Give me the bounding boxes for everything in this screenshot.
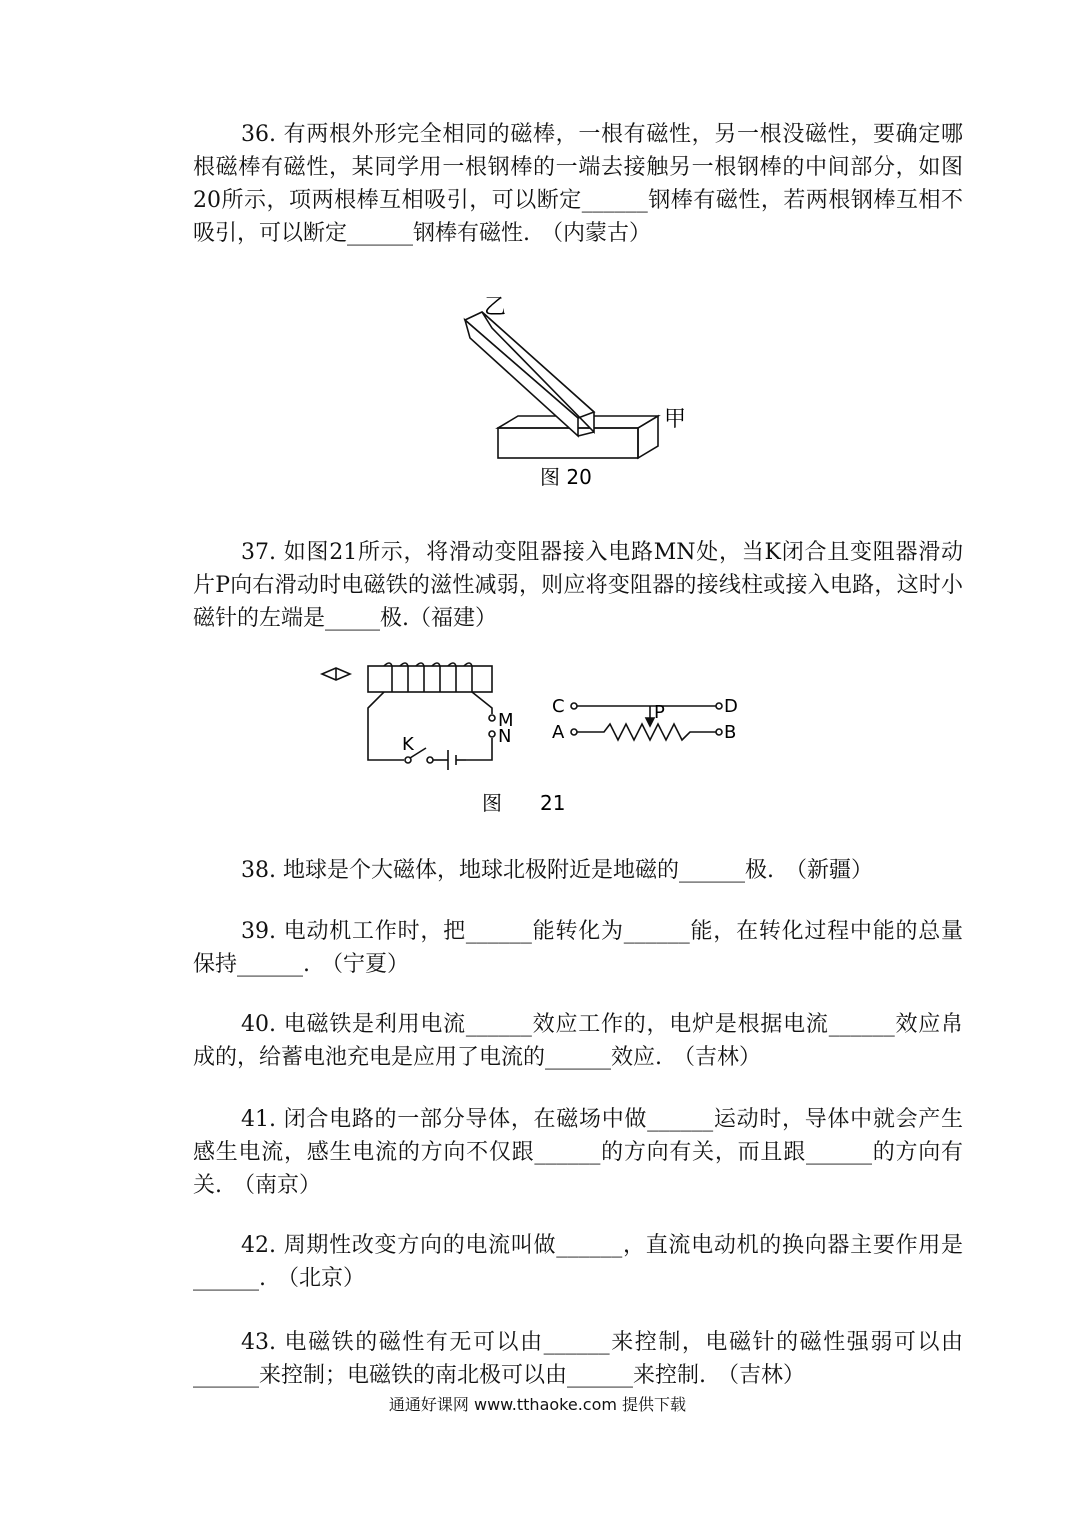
- question-36: [193, 118, 963, 250]
- label-a: A: [552, 722, 565, 743]
- label-c: C: [552, 696, 565, 717]
- label-m: M: [498, 710, 514, 731]
- slanted-bar: [465, 312, 594, 436]
- question-40-text: 40. 电磁铁是利用电流______效应工作的，电炉是根据电流______效应帛成的，给蓄电池充电是应用了电流的______效应. （吉林）: [193, 1012, 963, 1070]
- question-40: [193, 1008, 963, 1074]
- question-38-text: 38. 地球是个大磁体，地球北极附近是地磁的______极. （新疆）: [241, 858, 873, 883]
- question-42-text: 42. 周期性改变方向的电流叫做______，直流电动机的换向器主要作用是______. （北京）: [193, 1233, 963, 1291]
- question-37: [193, 536, 963, 635]
- figure-20: [460, 288, 700, 498]
- question-43: [193, 1326, 963, 1392]
- figure-20-caption: 图 20: [540, 465, 592, 489]
- label-n: N: [498, 726, 512, 747]
- question-41: [193, 1103, 963, 1202]
- figure-21-caption-num: 21: [540, 791, 566, 815]
- label-b: B: [724, 722, 737, 743]
- question-37-text: 37. 如图21所示，将滑动变阻器接入电路MN处，当K闭合且变阻器滑动片P向右滑动时电磁铁的滋性减弱，则应将变阻器的接线柱或接入电路，这时小磁针的左端是_____极.（福建）: [193, 540, 963, 631]
- figure-20-drawing: [460, 288, 700, 498]
- label-d: D: [724, 696, 738, 717]
- compass-needle: [322, 668, 350, 680]
- rheostat: [571, 703, 722, 740]
- figure-21-drawing: [318, 660, 758, 820]
- question-42: [193, 1229, 963, 1295]
- label-jia: 甲: [664, 407, 687, 432]
- circuit-wires: [368, 692, 495, 770]
- question-38: [193, 854, 963, 887]
- label-p: P: [654, 702, 665, 723]
- question-39-text: 39. 电动机工作时，把______能转化为______能，在转化过程中能的总量保持______. （宁夏）: [193, 919, 963, 977]
- question-39: [193, 915, 963, 981]
- page-footer: 通通好课网 www.tthaoke.com 提供下载: [388, 1395, 687, 1414]
- label-yi: 乙: [484, 295, 507, 320]
- figure-21-caption-fig: 图: [482, 791, 502, 815]
- question-36-text: 36. 有两根外形完全相同的磁棒，一根有磁性，另一根没磁性，要确定哪根磁棒有磁性，某同学用一根钢棒的一端去接触另一根钢棒的中间部分，如图20所示，项两根棒互相吸引，可以断定______钢棒有磁性，若两根钢棒互相不吸引，可以断定______钢棒有磁性. （内蒙古）: [193, 122, 963, 246]
- question-41-text: 41. 闭合电路的一部分导体，在磁场中做______运动时，导体中就会产生感生电流，感生电流的方向不仅跟______的方向有关，而且跟______的方向有关. （南京）: [193, 1107, 963, 1198]
- electromagnet: [368, 663, 492, 692]
- question-43-text: 43. 电磁铁的磁性有无可以由______来控制，电磁针的磁性强弱可以由______来控制；电磁铁的南北极可以由______来控制. （吉林）: [193, 1330, 963, 1388]
- figure-21: [318, 660, 758, 820]
- label-k: K: [402, 734, 414, 755]
